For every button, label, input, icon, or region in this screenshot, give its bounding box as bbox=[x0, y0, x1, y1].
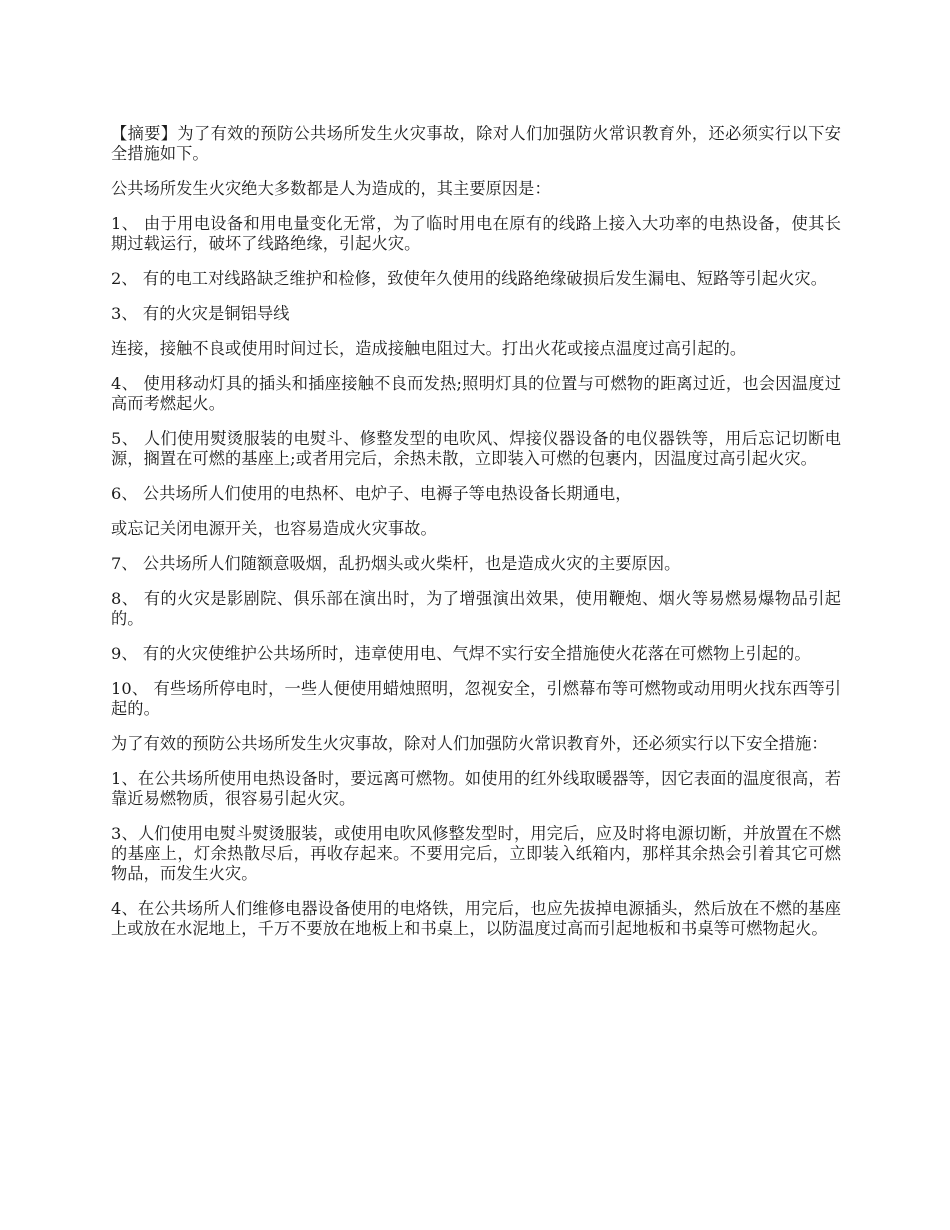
cause-item-10: 10、 有些场所停电时，一些人便使用蜡烛照明，忽视安全，引燃幕布等可燃物或动用明火找东西等引起的。 bbox=[111, 679, 841, 718]
cause-item-4: 4、 使用移动灯具的插头和插座接触不良而发热;照明灯具的位置与可燃物的距离过近，也会因温度过高而考燃起火。 bbox=[111, 374, 841, 413]
cause-item-7: 7、 公共场所人们随额意吸烟，乱扔烟头或火柴杆，也是造成火灾的主要原因。 bbox=[111, 554, 681, 573]
intro-paragraph: 公共场所发生火灾绝大多数都是人为造成的，其主要原因是： bbox=[111, 179, 551, 198]
abstract-paragraph: 【摘要】为了有效的预防公共场所发生火灾事故，除对人们加强防火常识教育外，还必须实行以下安全措施如下。 bbox=[111, 124, 841, 163]
measures-intro-paragraph: 为了有效的预防公共场所发生火灾事故，除对人们加强防火常识教育外，还必须实行以下安全措施： bbox=[111, 734, 828, 753]
cause-item-8: 8、 有的火灾是影剧院、俱乐部在演出时，为了增强演出效果，使用鞭炮、烟火等易燃易爆物品引起的。 bbox=[111, 589, 841, 628]
cause-item-1: 1、 由于用电设备和用电量变化无常，为了临时用电在原有的线路上接入大功率的电热设备，使其长期过载运行，破坏了线路绝缘，引起火灾。 bbox=[111, 214, 841, 253]
document-body bbox=[111, 124, 841, 954]
measure-item-1: 1、在公共场所使用电热设备时，要远离可燃物。如使用的红外线取暖器等，因它表面的温度很高，若靠近易燃物质，很容易引起火灾。 bbox=[111, 769, 841, 808]
cause-item-2: 2、 有的电工对线路缺乏维护和检修，致使年久使用的线路绝缘破损后发生漏电、短路等引起火灾。 bbox=[111, 269, 828, 288]
measure-item-4: 4、在公共场所人们维修电器设备使用的电烙铁，用完后，也应先拔掉电源插头，然后放在不燃的基座上或放在水泥地上，千万不要放在地板上和书桌上，以防温度过高而引起地板和书桌等可燃物起火。 bbox=[111, 899, 841, 938]
cause-item-5: 5、 人们使用熨烫服装的电熨斗、修整发型的电吹风、焊接仪器设备的电仪器铁等，用后忘记切断电源，搁置在可燃的基座上;或者用完后，余热未散，立即装入可燃的包裹内，因温度过高引起火灾。 bbox=[111, 429, 841, 468]
cause-item-6-continued: 或忘记关闭电源开关，也容易造成火灾事故。 bbox=[111, 519, 437, 538]
cause-item-3: 3、 有的火灾是铜铝导线 bbox=[111, 304, 290, 323]
cause-item-6: 6、 公共场所人们使用的电热杯、电炉子、电褥子等电热设备长期通电， bbox=[111, 484, 632, 503]
cause-item-3-continued: 连接，接触不良或使用时间过长，造成接触电阻过大。打出火花或接点温度过高引起的。 bbox=[111, 339, 747, 358]
measure-item-3: 3、人们使用电熨斗熨烫服装，或使用电吹风修整发型时，用完后，应及时将电源切断，并放置在不燃的基座上，灯余热散尽后，再收存起来。不要用完后，立即装入纸箱内，那样其余热会引着其它可燃物品，而发生火灾。 bbox=[111, 824, 841, 883]
cause-item-9: 9、 有的火灾使维护公共场所时，违章使用电、气焊不实行安全措施使火花落在可燃物上引起的。 bbox=[111, 644, 811, 663]
